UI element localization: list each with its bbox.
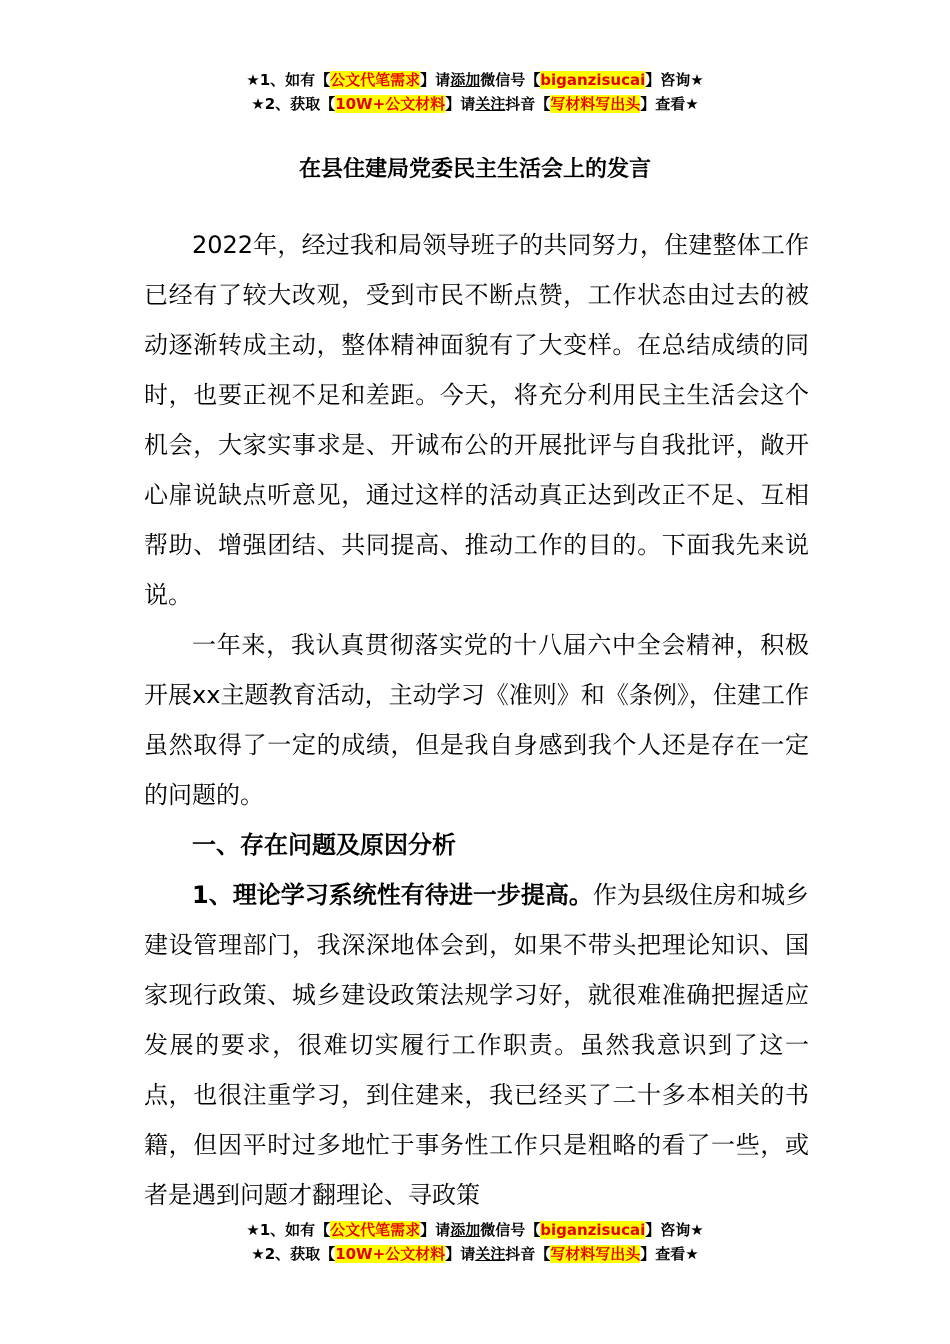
banner-line-2: ★2、获取【10W+公文材料】请关注抖音【写材料写出头】查看★ [251,95,699,113]
paragraph-intro: 2022年，经过我和局领导班子的共同努力，住建整体工作已经有了较大改观，受到市民不断点赞，工作状态由过去的被动逐渐转成主动，整体精神面貌有了大变样。在总结成绩的同时，也要正视不足和差距。今天，将充分利用民主生活会这个机会，大家实事求是、开诚布公的开展批评与自我批评，敞开心扉说缺点听意见，通过这样的活动真正达到改正不足、互相帮助、增强团结、共同提高、推动工作的目的。下面我先来说说。 [144,231,809,609]
paragraph-item-1 [144,870,809,1220]
highlight-service: 公文代笔需求 [330,71,421,89]
banner-line-1: ★1、如有【公文代笔需求】请添加微信号【biganzisucai】咨询★ [246,71,704,89]
header-banner [0,68,950,116]
highlight-douyin: 写材料写出头 [550,95,641,113]
document-body [144,220,809,1220]
item-1-text: 作为县级住房和城乡建设管理部门，我深深地体会到，如果不带头把理论知识、国家现行政策、城乡建设政策法规学习好，就很难准确把握适应发展的要求，很难切实履行工作职责。虽然我意识到了这一点，也很注重学习，到住建来，我已经买了二十多本相关的书籍，但因平时过多地忙于事务性工作只是粗略的看了一些，或者是遇到问题才翻理论、寻政策 [144,881,810,1209]
highlight-materials: 10W+公文材料 [335,95,446,113]
paragraph-summary: 一年来，我认真贯彻落实党的十八届六中全会精神，积极开展xx主题教育活动，主动学习《准则》和《条例》，住建工作虽然取得了一定的成绩，但是我自身感到我个人还是存在一定的问题的。 [144,631,809,809]
footer-line-1: ★1、如有【公文代笔需求】请添加微信号【biganzisucai】咨询★ [246,1221,704,1239]
footer-banner [0,1218,950,1266]
footer-line-2: ★2、获取【10W+公文材料】请关注抖音【写材料写出头】查看★ [251,1245,699,1263]
item-1-heading: 1、理论学习系统性有待进一步提高。 [192,881,593,909]
highlight-wechat-id: biganzisucai [540,71,646,89]
document-title: 在县住建局党委民主生活会上的发言 [298,157,651,182]
section-heading: 一、存在问题及原因分析 [192,831,456,859]
